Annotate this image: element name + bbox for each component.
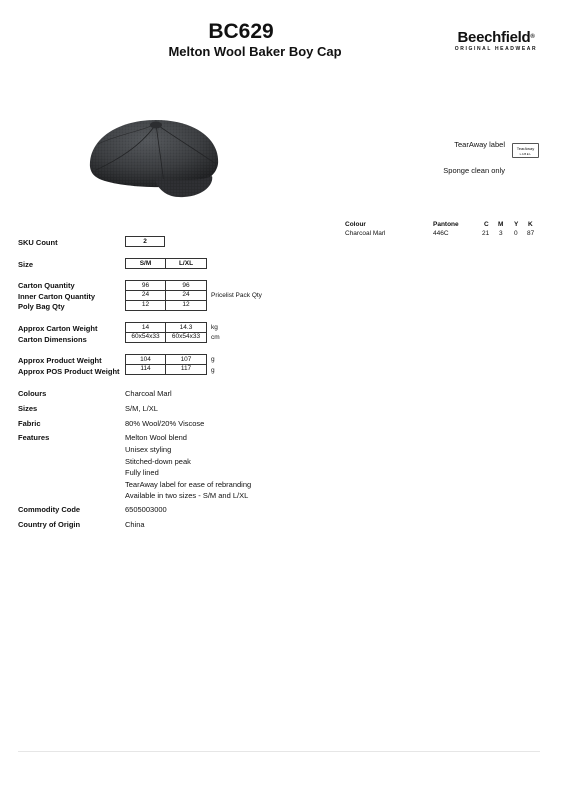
- m-value: 3: [499, 230, 503, 237]
- size-label: Size: [18, 260, 34, 269]
- product-weight-sm: 104: [125, 354, 166, 365]
- sizes-value: S/M, L/XL: [125, 404, 158, 413]
- footer-divider: [18, 751, 540, 752]
- inner-carton-quantity-lxl: 24: [166, 290, 207, 301]
- pos-product-weight-lxl: 117: [166, 364, 207, 375]
- y-value: 0: [514, 230, 518, 237]
- carton-dimensions-label: Carton Dimensions: [18, 335, 87, 344]
- pantone-value: 446C: [433, 230, 449, 237]
- feature-item: Available in two sizes - S/M and L/XL: [125, 491, 249, 500]
- colour-value: Charcoal Marl: [345, 230, 386, 237]
- y-header: Y: [514, 221, 519, 228]
- product-weight-unit: g: [211, 356, 215, 363]
- poly-bag-qty-sm: 12: [125, 300, 166, 311]
- pos-product-weight-label: Approx POS Product Weight: [18, 367, 120, 376]
- feature-item: Stitched-down peak: [125, 457, 191, 466]
- feature-item: TearAway label for ease of rebranding: [125, 480, 252, 489]
- poly-bag-qty-label: Poly Bag Qty: [18, 302, 65, 311]
- k-header: K: [528, 221, 533, 228]
- product-image: [84, 112, 224, 202]
- feature-item: Melton Wool blend: [125, 433, 187, 442]
- size-lxl: L/XL: [166, 258, 207, 269]
- product-code: BC629: [208, 20, 274, 43]
- carton-dimensions-unit: cm: [211, 334, 220, 341]
- fabric-value: 80% Wool/20% Viscose: [125, 419, 205, 428]
- country-of-origin-value: China: [125, 520, 145, 529]
- carton-weight-sm: 14: [125, 322, 166, 333]
- country-of-origin-label: Country of Origin: [18, 520, 81, 529]
- sku-count-value: 2: [125, 236, 165, 247]
- feature-item: Fully lined: [125, 468, 159, 477]
- sku-count-label: SKU Count: [18, 238, 58, 247]
- features-label: Features: [18, 433, 50, 442]
- carton-weight-unit: kg: [211, 324, 218, 331]
- brand-name: Beechfield®: [457, 29, 535, 46]
- commodity-code-value: 6505003000: [125, 505, 167, 514]
- brand-logo: [450, 30, 542, 52]
- k-value: 87: [527, 230, 535, 237]
- carton-weight-label: Approx Carton Weight: [18, 324, 98, 333]
- colours-label: Colours: [18, 389, 47, 398]
- feature-item: Unisex styling: [125, 445, 172, 454]
- tearaway-label-text: TearAway label: [454, 140, 505, 149]
- product-weight-lxl: 107: [166, 354, 207, 365]
- sizes-label: Sizes: [18, 404, 38, 413]
- product-weight-label: Approx Product Weight: [18, 356, 102, 365]
- commodity-code-label: Commodity Code: [18, 505, 81, 514]
- inner-carton-quantity-sm: 24: [125, 290, 166, 301]
- pantone-header: Pantone: [433, 221, 459, 228]
- size-sm: S/M: [125, 258, 166, 269]
- colour-header: Colour: [345, 221, 366, 228]
- pricelist-pack-note: Pricelist Pack Qty: [211, 292, 262, 299]
- m-header: M: [498, 221, 504, 228]
- colours-value: Charcoal Marl: [125, 389, 172, 398]
- carton-quantity-label: Carton Quantity: [18, 281, 75, 290]
- product-name: Melton Wool Baker Boy Cap: [168, 44, 342, 59]
- carton-dimensions-lxl: 60x54x33: [166, 332, 207, 343]
- pos-product-weight-unit: g: [211, 367, 215, 374]
- brand-tagline: ORIGINAL HEADWEAR: [454, 46, 538, 52]
- carton-quantity-sm: 96: [125, 280, 166, 291]
- pos-product-weight-sm: 114: [125, 364, 166, 375]
- tearaway-badge-icon: TearAway LABEL: [512, 143, 539, 158]
- fabric-label: Fabric: [18, 419, 41, 428]
- poly-bag-qty-lxl: 12: [166, 300, 207, 311]
- inner-carton-quantity-label: Inner Carton Quantity: [18, 292, 96, 301]
- c-value: 21: [482, 230, 490, 237]
- care-instructions: Sponge clean only: [443, 166, 505, 175]
- carton-quantity-lxl: 96: [166, 280, 207, 291]
- c-header: C: [484, 221, 489, 228]
- carton-dimensions-sm: 60x54x33: [125, 332, 166, 343]
- carton-weight-lxl: 14.3: [166, 322, 207, 333]
